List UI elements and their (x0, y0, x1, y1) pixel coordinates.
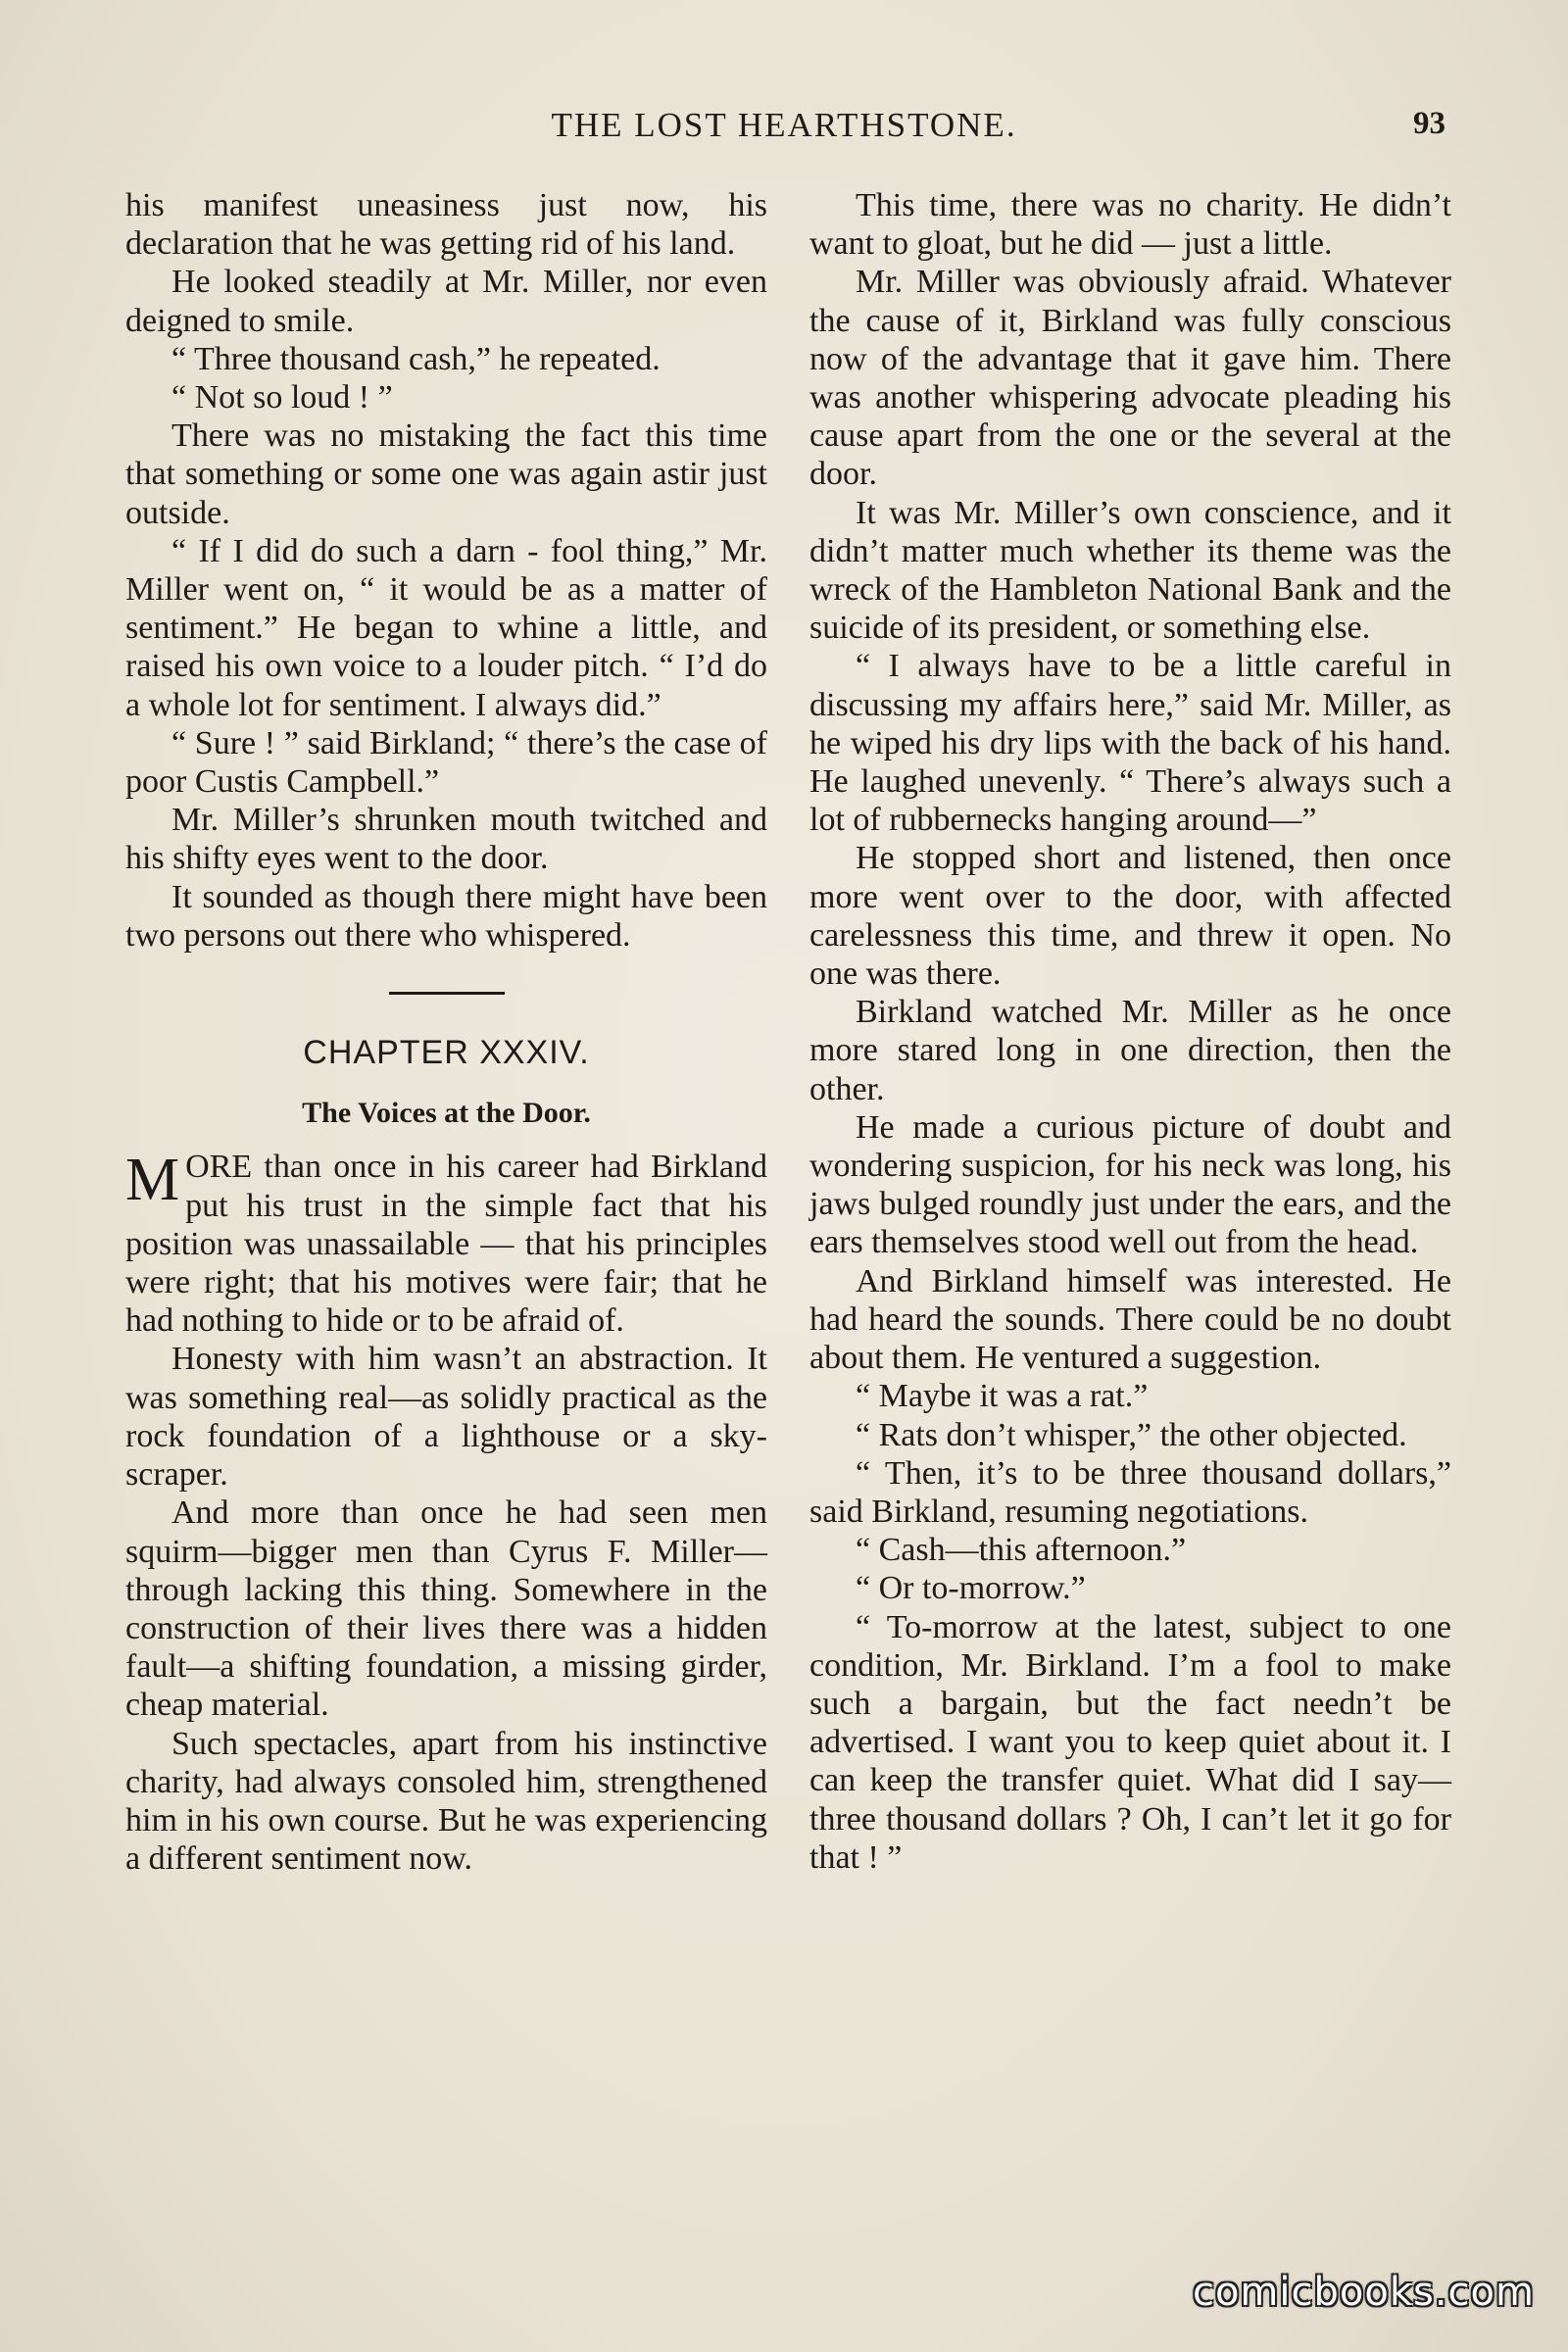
paragraph: Birkland watched Mr. Miller as he once more stared long in one direction, then the other. (809, 994, 1451, 1107)
paragraph: “ I always have to be a little careful in discussing my affairs here,” said Mr. Miller, as he wiped his dry lips with the back of his hand. He laughed unevenly. “ There’s always such a lot of rubbernecks hanging around—” (809, 648, 1451, 839)
left-column (125, 186, 767, 1878)
paragraph: “ Not so loud ! ” (172, 379, 393, 416)
paragraph: “ If I did do such a darn - fool thing,” Mr. Miller went on, “ it would be as a matter of sentiment.” He began to whine a little, and raised his own voice to a louder pitch. “ I’d do a whole lot for sentiment. I always did.” (125, 532, 767, 723)
paragraph: And more than once he had seen men squirm—bigger men than Cyrus F. Miller—through lacking this thing. Somewhere in the construction of their lives there was a hidden fault—a shifting foundation, a missing girder, cheap material. (125, 1494, 767, 1724)
paragraph: Mr. Miller was obviously afraid. Whatever the cause of it, Birkland was fully conscious now of the advantage that it gave him. There was another whispering advocate pleading his cause apart from the one or the several at the door. (809, 264, 1451, 493)
paragraph: He stopped short and listened, then once more went over to the door, with affected carelessness this time, and threw it open. No one was there. (809, 840, 1451, 993)
paragraph: “ Cash—this afternoon.” (856, 1532, 1187, 1569)
paragraph: “ Sure ! ” said Birkland; “ there’s the case of poor Custis Campbell.” (125, 724, 767, 801)
paragraph: He made a curious picture of doubt and wondering suspicion, for his neck was long, his jaws bulged roundly just under the ears, and the ears themselves stood well out from the head. (809, 1108, 1451, 1261)
chapter-subtitle: The Voices at the Door. (302, 1097, 591, 1130)
paragraph: “ Then, it’s to be three thousand dollars,” said Birkland, resuming negotiations. (809, 1454, 1451, 1530)
chapter-title: CHAPTER XXXIV. (303, 1034, 590, 1072)
drop-cap: M (125, 1147, 180, 1214)
paragraph: Mr. Miller’s shrunken mouth twitched and his shifty eyes went to the door. (125, 802, 767, 877)
section-divider (389, 992, 505, 995)
paragraph: his manifest uneasiness just now, his declaration that he was getting rid of his land. (125, 187, 767, 263)
paragraph: Honesty with him wasn’t an abstraction. It was something real—as solidly practical as the rock foundation of a lighthouse or a sky-scraper. (125, 1341, 767, 1494)
running-head (122, 106, 1446, 155)
paragraph: He looked steadily at Mr. Miller, nor even deigned to smile. (125, 264, 767, 339)
chapter-opening-paragraph (125, 1148, 767, 1340)
running-title: THE LOST HEARTHSTONE. (551, 106, 1017, 144)
paragraph: This time, there was no charity. He didn’t want to gloat, but he did — just a little. (809, 187, 1451, 263)
paragraph: “ Maybe it was a rat.” (856, 1378, 1149, 1415)
paragraph: There was no mistaking the fact this time that something or some one was again astir just outside. (125, 417, 767, 531)
paragraph: “ Or to-morrow.” (856, 1570, 1086, 1607)
paragraph: It was Mr. Miller’s own conscience, and it didn’t matter much whether its theme was the wreck of the Hambleton National Bank and the suicide of its president, or something else. (809, 494, 1451, 647)
page-number: 93 (1413, 106, 1446, 141)
paragraph: And Birkland himself was interested. He had heard the sounds. There could be no doubt about them. He ventured a suggestion. (809, 1262, 1451, 1377)
opening-text: ORE than once in his career had Birkland put his trust in the simple fact that his position was unassailable — that his principles were right; that his motives were fair; that he had nothing to hide or to be afraid of. (125, 1149, 767, 1340)
paragraph: It sounded as though there might have been two persons out there who whispered. (125, 878, 767, 954)
right-column (809, 186, 1451, 1877)
paragraph: “ Three thousand cash,” he repeated. (172, 340, 661, 377)
paragraph: “ Rats don’t whisper,” the other objected. (856, 1416, 1407, 1453)
paragraph: “ To-morrow at the latest, subject to one condition, Mr. Birkland. I’m a fool to make such a bargain, but the fact needn’t be advertised. I want you to keep quiet about it. I can keep the transfer quiet. What did I say—three thousand dollars ? Oh, I can’t let it go for that ! ” (809, 1608, 1451, 1876)
paragraph: Such spectacles, apart from his instinctive charity, had always consoled him, strengthened him in his own course. But he was experiencing a different sentiment now. (125, 1725, 767, 1878)
watermark-logo: comicbooks.com (1192, 2270, 1535, 2315)
